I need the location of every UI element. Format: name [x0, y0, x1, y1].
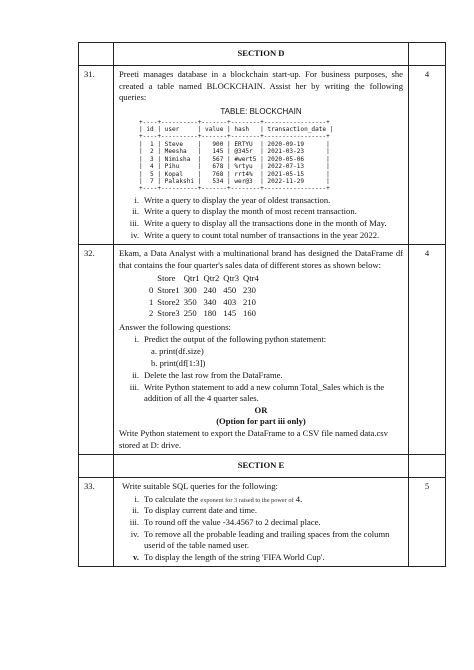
question-marks: 5: [409, 478, 446, 567]
list-item: i. Predict the output of the following python statement:: [134, 334, 327, 345]
question-marks: 4: [409, 245, 446, 455]
list-item: iv. Write a query to count total number of transactions in the year 2022.: [130, 229, 380, 240]
question-33-row: [79, 478, 446, 567]
question-33-parts: [119, 494, 403, 564]
sub-item-a: a. print(df.size): [151, 345, 204, 356]
option-note: (Option for part iii only): [216, 416, 306, 427]
question-31-intro: Preeti manages database in a blockchain start-up. For business purposes, she created a table named BLOCKCHAIN. Assist her by writing the following queries:: [119, 69, 403, 103]
question-31-row: [79, 66, 446, 245]
list-item: i. Write a query to display the year of oldest transaction.: [134, 194, 331, 205]
section-e-heading: SECTION E: [114, 455, 409, 478]
question-31-parts: [119, 195, 403, 241]
blockchain-table: +----+----------+-------+--------+-----------------+ | id | user | value | hash | transaction_date | +----+----------+-------+--------+-----------------+ | 1 | Steve | 900 | ERTYU | 2020-09-19 | | 2 | Meesha | 145 | @345r | 2021-03-23 | | 3 | Nimisha | 567 | #wert5 | 2020-05-06 | | 4 | Pihu | 678 | %rtyu | 2022-07-13 | | 5 | Kopal | 768 | rrt4% | 2021-05-15 | | 7 | Palakshi | 534 | wer@3 | 2022-11-29 | +----+----------+-------+--------+-----------------+: [139, 118, 334, 193]
table-row: 2 Store3 250 180 145 160: [149, 308, 256, 319]
list-item: ii. Delete the last row from the DataFrame.: [132, 370, 283, 381]
list-item: iii. Write a query to display all the transactions done in the month of May.: [129, 217, 387, 228]
question-32-row: [79, 245, 446, 455]
list-item: v. To display the length of the string 'FIFA World Cup'.: [133, 551, 325, 562]
section-e-row: [79, 455, 446, 478]
question-32-intro: Ekam, a Data Analyst with a multinational brand has designed the DataFrame df that contains the four quarter's sales data of different stores as shown below:: [119, 248, 403, 270]
list-item: ii. Write a query to display the month of most recent transaction.: [132, 206, 357, 217]
list-item: i. To calculate the exponent for 3 raised to the power of 4.: [134, 493, 303, 504]
question-number: 33.: [79, 478, 114, 567]
question-number: 32.: [79, 245, 114, 455]
section-d-heading: SECTION D: [114, 43, 409, 66]
dataframe-display: [147, 273, 403, 319]
question-marks: 4: [409, 66, 446, 245]
answer-instruction: Answer the following questions:: [119, 321, 231, 332]
questions-table: [78, 42, 446, 567]
question-32-body: [114, 245, 409, 455]
question-33-body: [114, 478, 409, 567]
question-number: 31.: [79, 66, 114, 245]
sub-item-b: b. print(df[1:3]): [151, 357, 206, 368]
question-paper-page: [78, 42, 446, 567]
question-33-intro: Write suitable SQL queries for the following:: [122, 481, 278, 492]
table-caption: TABLE: BLOCKCHAIN: [220, 106, 302, 116]
list-item: ii. To display current date and time.: [132, 505, 257, 516]
table-row: Store Qtr1 Qtr2 Qtr3 Qtr4: [157, 273, 259, 284]
table-row: 1 Store2 350 340 403 210: [149, 296, 256, 307]
list-item: iv. To remove all the probable leading and trailing spaces from the column userid of the table named user.: [130, 528, 390, 551]
list-item: iii. Write Python statement to add a new column Total_Sales which is the addition of all the 4 quarter sales.: [129, 381, 385, 404]
question-32-parts: [119, 334, 403, 346]
section-d-row: [79, 43, 446, 66]
list-item: iii. To round off the value -34.4567 to 2 decimal place.: [129, 517, 321, 528]
table-row: 0 Store1 300 240 450 230: [149, 284, 256, 295]
alternative-question: Write Python statement to export the DataFrame to a CSV file named data.csv stored at D: drive.: [119, 428, 388, 450]
question-31-body: [114, 66, 409, 245]
or-divider: OR: [254, 404, 268, 415]
